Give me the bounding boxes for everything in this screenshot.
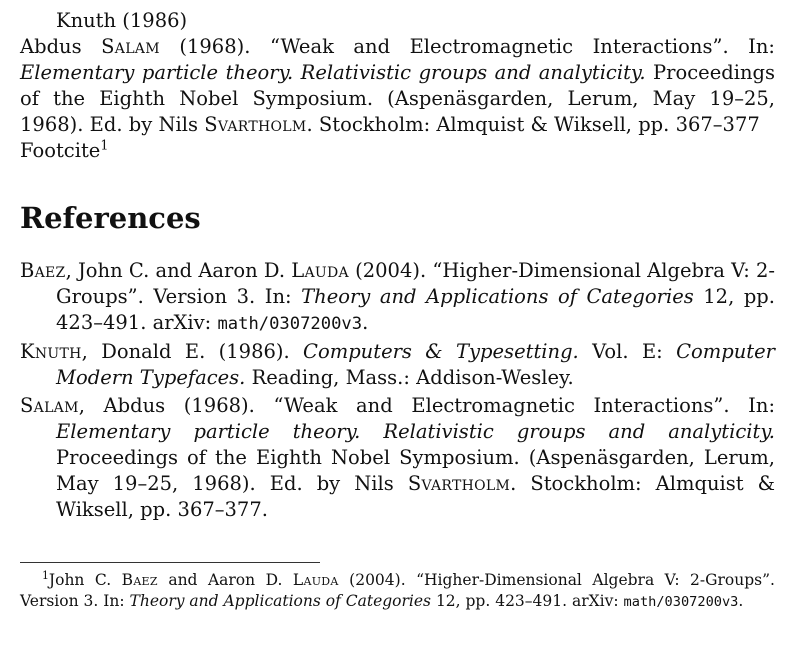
bib-title: “Weak and Electromagnetic Interactions”. In: <box>254 394 776 417</box>
salam-title: “Weak and Electromagnetic Interactions”. <box>269 35 729 58</box>
bib-author-last: Knuth <box>20 340 82 363</box>
salam-author-first: Abdus <box>20 35 82 58</box>
footnote-arxiv[interactable]: math/0307200v3 <box>623 594 739 610</box>
knuth-citation: Knuth (1986) <box>56 9 188 32</box>
footnote-journal: Theory and Applications of Categories <box>129 592 431 610</box>
salam-book: Elementary particle theory. Relativistic groups and analyticity. <box>20 61 646 84</box>
bib-post-journal: 12, pp. 423–491. arXiv: <box>56 285 775 334</box>
salam-year: (1968). <box>179 35 251 58</box>
bib-title: “Higher-Dimensional Algebra V: 2-Groups”. <box>56 259 776 308</box>
bib-author-rest: , Donald E. (1986). <box>81 340 290 363</box>
bib-journal: Theory and Applications of Categories <box>301 285 694 308</box>
footnote-mark[interactable]: 1 <box>100 137 109 153</box>
footnote-and: and Aaron D. <box>168 571 283 589</box>
bib-pre-journal: Version 3. In: <box>143 285 292 308</box>
salam-full-citation <box>20 34 775 138</box>
bib-editor-last: Svartholm <box>407 472 511 495</box>
footnote-rest: (2004). “Higher-Dimensional Algebra V: 2-Groups”. Version 3. In: <box>20 571 775 610</box>
references-heading: References <box>20 201 201 235</box>
bib-author-rest: , Abdus (1968). <box>78 394 255 417</box>
bib-end: Reading, Mass.: Addison-Wesley. <box>245 366 574 389</box>
bib-author-last: Salam <box>20 394 79 417</box>
bib-book: Elementary particle theory. Relativistic groups and analyticity. <box>56 420 775 443</box>
salam-in: In: <box>748 35 776 58</box>
footcite-label: Footcite <box>20 139 101 162</box>
bib-mid: Vol. E: <box>578 340 663 363</box>
bib-year: (2004). <box>348 259 427 282</box>
footnote-author-last: Lauda <box>292 571 339 589</box>
footnote <box>20 570 775 613</box>
bib-entry-salam <box>20 393 775 523</box>
bib-end: . <box>362 311 369 334</box>
footnote-rule <box>20 562 320 563</box>
bib-entry-baez <box>20 258 775 337</box>
bib-author-rest: , John C. and Aaron D. <box>65 259 286 282</box>
salam-rest: Proceedings of the Eighth Nobel Symposium. (Aspenäsgarden, Lerum, May 19–25, 1968). Ed. by Nils <box>20 61 775 136</box>
footnote-number: 1 <box>42 568 49 582</box>
footnote-author-last: Baez <box>121 571 158 589</box>
bib-author-last: Lauda <box>291 259 349 282</box>
bib-author-last: Baez <box>20 259 66 282</box>
salam-author-last: Salam <box>101 35 160 58</box>
footnote-author-first: John C. <box>48 571 112 589</box>
bib-rest: Proceedings of the Eighth Nobel Symposium. (Aspenäsgarden, Lerum, May 19–25, 1968). Ed. by Nils <box>56 446 775 495</box>
document-page <box>20 8 775 525</box>
footnote-end: . <box>738 592 744 610</box>
salam-editor-last: Svartholm <box>204 113 307 136</box>
bib-entry-knuth <box>20 339 775 391</box>
salam-publisher: . Stockholm: Almquist & Wiksell, pp. 367–377 <box>306 113 760 136</box>
bib-title: Computers & Typesetting. <box>303 340 579 363</box>
footnote-post-journal: 12, pp. 423–491. arXiv: <box>435 592 619 610</box>
bib-arxiv[interactable]: math/0307200v3 <box>217 314 363 334</box>
footcite-line <box>20 138 775 164</box>
bib-subtitle: Computer Modern Typefaces. <box>56 340 775 389</box>
bib-end: . Stockholm: Almquist & Wiksell, pp. 367–377. <box>56 472 775 521</box>
